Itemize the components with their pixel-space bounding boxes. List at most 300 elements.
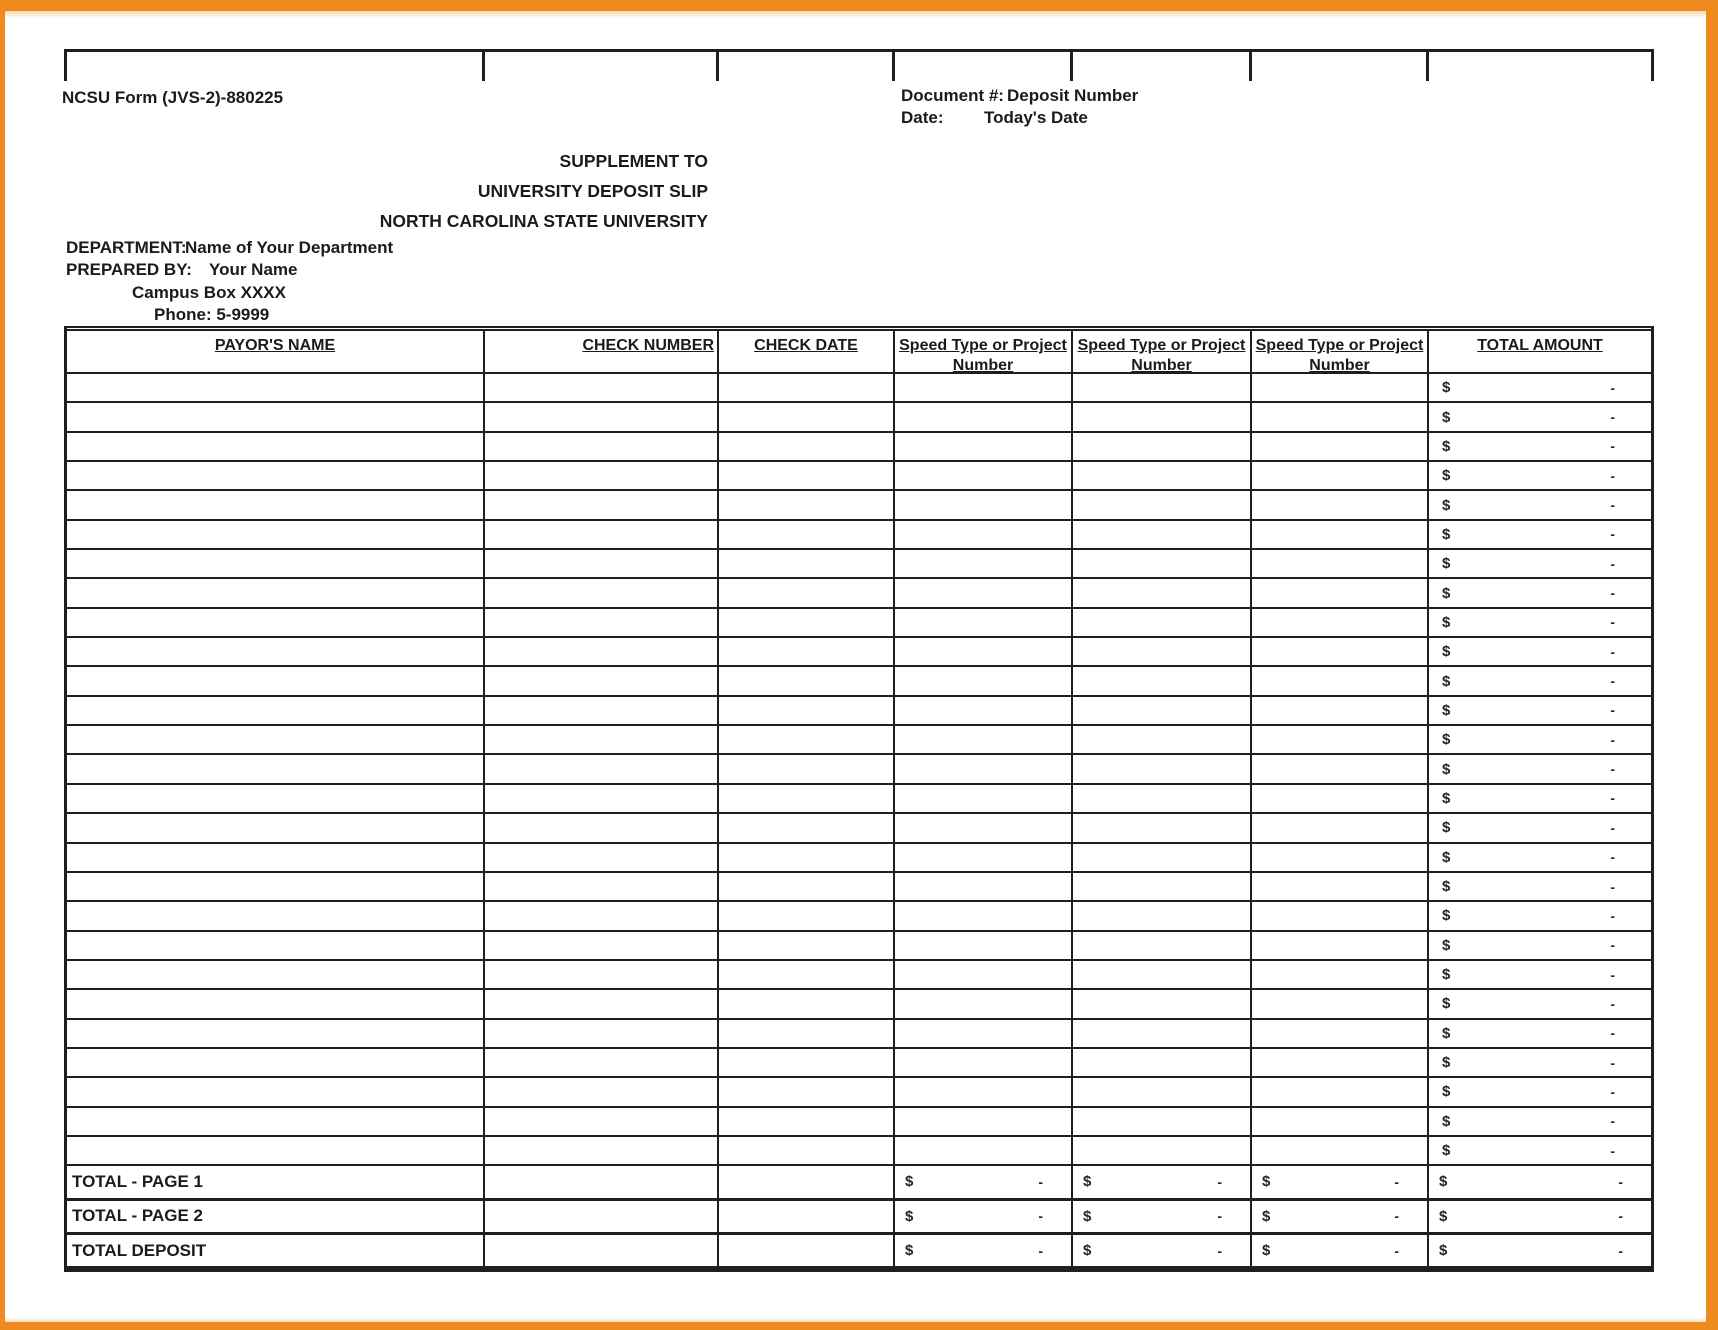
check-number-cell[interactable] <box>485 755 719 782</box>
total-row-3 <box>67 1235 1651 1269</box>
check-date-cell[interactable] <box>719 1201 895 1232</box>
speed-type-3-cell[interactable] <box>1252 726 1429 753</box>
currency-symbol: $ <box>1442 584 1451 602</box>
check-number-cell[interactable] <box>485 1235 719 1266</box>
amount-cell[interactable] <box>1073 1166 1252 1197</box>
amount-cell[interactable] <box>1429 609 1651 636</box>
check-number-cell[interactable] <box>485 844 719 871</box>
speed-type-3-cell[interactable] <box>1252 1049 1429 1076</box>
date-label: Date: <box>901 108 944 127</box>
speed-type-3-cell[interactable] <box>1252 814 1429 841</box>
speed-type-2-cell[interactable] <box>1073 638 1252 665</box>
currency-symbol: $ <box>1442 379 1451 397</box>
payor-name-cell[interactable] <box>67 1049 485 1076</box>
amount-cell[interactable] <box>1429 814 1651 841</box>
speed-type-1-cell[interactable] <box>895 1137 1073 1164</box>
check-number-cell[interactable] <box>485 1078 719 1105</box>
title-deposit-slip: UNIVERSITY DEPOSIT SLIP <box>477 181 708 201</box>
check-date-cell[interactable] <box>719 1049 895 1076</box>
table-data-rows <box>67 374 1651 1166</box>
table-row <box>67 491 1651 520</box>
speed-type-3-cell[interactable] <box>1252 521 1429 548</box>
speed-type-2-cell[interactable] <box>1073 726 1252 753</box>
speed-type-1-cell[interactable] <box>895 433 1073 460</box>
speed-type-1-cell[interactable] <box>895 961 1073 988</box>
check-number-cell[interactable] <box>485 667 719 694</box>
currency-symbol: $ <box>1083 1242 1092 1260</box>
payor-name-cell[interactable] <box>67 667 485 694</box>
column-header-label: Speed Type or Project <box>1255 337 1424 354</box>
total-row-label: TOTAL - PAGE 2 <box>67 1201 485 1232</box>
column-header-label-line2: Number <box>1309 357 1370 374</box>
speed-type-1-cell[interactable] <box>895 932 1073 959</box>
table-row <box>67 638 1651 667</box>
check-number-cell[interactable] <box>485 1108 719 1135</box>
check-number-cell[interactable] <box>485 579 719 606</box>
title-university: NORTH CAROLINA STATE UNIVERSITY <box>379 211 708 231</box>
check-number-cell[interactable] <box>485 697 719 724</box>
speed-type-1-cell[interactable] <box>895 462 1073 489</box>
speed-type-1-cell[interactable] <box>895 491 1073 518</box>
amount-placeholder: - <box>1610 1054 1615 1071</box>
check-number-cell[interactable] <box>485 521 719 548</box>
department-label: DEPARTMENT: <box>66 238 187 257</box>
table-row <box>67 990 1651 1019</box>
speed-type-1-cell[interactable] <box>895 902 1073 929</box>
speed-type-3-cell[interactable] <box>1252 638 1429 665</box>
currency-symbol: $ <box>1442 672 1451 690</box>
currency-symbol: $ <box>1442 760 1451 778</box>
payor-name-cell[interactable] <box>67 1078 485 1105</box>
currency-symbol: $ <box>1442 1024 1451 1042</box>
currency-symbol: $ <box>1442 1083 1451 1101</box>
amount-cell[interactable] <box>1429 990 1651 1017</box>
check-date-cell[interactable] <box>719 403 895 430</box>
speed-type-2-cell[interactable] <box>1073 990 1252 1017</box>
check-number-cell[interactable] <box>485 785 719 812</box>
currency-symbol: $ <box>1083 1173 1092 1191</box>
currency-symbol: $ <box>905 1207 914 1225</box>
payor-name-cell[interactable] <box>67 873 485 900</box>
speed-type-2-cell[interactable] <box>1073 814 1252 841</box>
amount-cell[interactable] <box>895 1235 1073 1266</box>
speed-type-3-cell[interactable] <box>1252 433 1429 460</box>
amount-placeholder: - <box>1618 1242 1623 1259</box>
amount-placeholder: - <box>1610 467 1615 484</box>
column-header-speed-type-1 <box>895 331 1073 372</box>
speed-type-1-cell[interactable] <box>895 1108 1073 1135</box>
speed-type-3-cell[interactable] <box>1252 1020 1429 1047</box>
column-header-label: Speed Type or Project <box>899 337 1067 354</box>
speed-type-1-cell[interactable] <box>895 990 1073 1017</box>
check-date-cell[interactable] <box>719 667 895 694</box>
payor-name-cell[interactable] <box>67 755 485 782</box>
column-header-label: CHECK NUMBER <box>582 337 714 354</box>
check-number-cell[interactable] <box>485 1201 719 1232</box>
payor-name-cell[interactable] <box>67 990 485 1017</box>
check-date-cell[interactable] <box>719 785 895 812</box>
amount-cell[interactable] <box>1429 433 1651 460</box>
table-row <box>67 755 1651 784</box>
payor-name-cell[interactable] <box>67 609 485 636</box>
speed-type-3-cell[interactable] <box>1252 403 1429 430</box>
check-date-cell[interactable] <box>719 1078 895 1105</box>
table-total-rows <box>67 1166 1651 1269</box>
amount-cell[interactable] <box>1429 1166 1651 1197</box>
amount-cell[interactable] <box>1429 521 1651 548</box>
table-row <box>67 579 1651 608</box>
speed-type-2-cell[interactable] <box>1073 1108 1252 1135</box>
amount-cell[interactable] <box>1429 697 1651 724</box>
check-date-cell[interactable] <box>719 1235 895 1266</box>
check-number-cell[interactable] <box>485 1137 719 1164</box>
speed-type-2-cell[interactable] <box>1073 403 1252 430</box>
currency-symbol: $ <box>1442 555 1451 573</box>
check-number-cell[interactable] <box>485 609 719 636</box>
amount-placeholder: - <box>1217 1208 1222 1225</box>
currency-symbol: $ <box>1262 1207 1271 1225</box>
speed-type-3-cell[interactable] <box>1252 550 1429 577</box>
currency-symbol: $ <box>1262 1242 1271 1260</box>
check-number-cell[interactable] <box>485 990 719 1017</box>
payor-name-cell[interactable] <box>67 403 485 430</box>
check-number-cell[interactable] <box>485 726 719 753</box>
speed-type-3-cell[interactable] <box>1252 491 1429 518</box>
check-number-cell[interactable] <box>485 403 719 430</box>
speed-type-1-cell[interactable] <box>895 579 1073 606</box>
payor-name-cell[interactable] <box>67 374 485 401</box>
campus-box: Campus Box XXXX <box>132 283 286 302</box>
speed-type-1-cell[interactable] <box>895 667 1073 694</box>
check-date-cell[interactable] <box>719 550 895 577</box>
currency-symbol: $ <box>1083 1207 1092 1225</box>
check-number-cell[interactable] <box>485 491 719 518</box>
payor-name-cell[interactable] <box>67 785 485 812</box>
speed-type-2-cell[interactable] <box>1073 697 1252 724</box>
amount-cell[interactable] <box>1429 755 1651 782</box>
speed-type-1-cell[interactable] <box>895 844 1073 871</box>
amount-placeholder: - <box>1610 878 1615 895</box>
amount-placeholder: - <box>1610 497 1615 514</box>
check-date-cell[interactable] <box>719 638 895 665</box>
currency-symbol: $ <box>1442 936 1451 954</box>
table-row <box>67 609 1651 638</box>
speed-type-2-cell[interactable] <box>1073 844 1252 871</box>
speed-type-2-cell[interactable] <box>1073 491 1252 518</box>
speed-type-1-cell[interactable] <box>895 403 1073 430</box>
speed-type-1-cell[interactable] <box>895 814 1073 841</box>
speed-type-3-cell[interactable] <box>1252 1137 1429 1164</box>
amount-cell[interactable] <box>1429 579 1651 606</box>
speed-type-3-cell[interactable] <box>1252 667 1429 694</box>
ruler-tick <box>64 49 67 81</box>
amount-cell[interactable] <box>1429 1049 1651 1076</box>
speed-type-3-cell[interactable] <box>1252 785 1429 812</box>
speed-type-3-cell[interactable] <box>1252 902 1429 929</box>
speed-type-2-cell[interactable] <box>1073 785 1252 812</box>
speed-type-1-cell[interactable] <box>895 550 1073 577</box>
speed-type-1-cell[interactable] <box>895 374 1073 401</box>
amount-cell[interactable] <box>1429 638 1651 665</box>
check-date-cell[interactable] <box>719 932 895 959</box>
currency-symbol: $ <box>1442 1112 1451 1130</box>
amount-placeholder: - <box>1610 1113 1615 1130</box>
amount-cell[interactable] <box>1429 961 1651 988</box>
payor-name-cell[interactable] <box>67 491 485 518</box>
speed-type-2-cell[interactable] <box>1073 1049 1252 1076</box>
currency-symbol: $ <box>1442 878 1451 896</box>
amount-cell[interactable] <box>1252 1235 1429 1266</box>
amount-placeholder: - <box>1610 819 1615 836</box>
date-value[interactable]: Today's Date <box>984 108 1088 127</box>
amount-cell[interactable] <box>1429 844 1651 871</box>
amount-placeholder: - <box>1610 526 1615 543</box>
table-row <box>67 961 1651 990</box>
document-number-value[interactable]: Deposit Number <box>1007 86 1139 105</box>
amount-placeholder: - <box>1394 1173 1399 1190</box>
amount-cell[interactable] <box>1429 374 1651 401</box>
total-row-label: TOTAL - PAGE 1 <box>67 1166 485 1197</box>
payor-name-cell[interactable] <box>67 433 485 460</box>
payor-name-cell[interactable] <box>67 961 485 988</box>
table-row <box>67 462 1651 491</box>
speed-type-2-cell[interactable] <box>1073 1020 1252 1047</box>
column-header-check-number <box>485 331 719 372</box>
check-number-cell[interactable] <box>485 638 719 665</box>
speed-type-1-cell[interactable] <box>895 638 1073 665</box>
speed-type-3-cell[interactable] <box>1252 961 1429 988</box>
table-row <box>67 902 1651 931</box>
payor-name-cell[interactable] <box>67 814 485 841</box>
check-date-cell[interactable] <box>719 521 895 548</box>
amount-placeholder: - <box>1618 1208 1623 1225</box>
speed-type-3-cell[interactable] <box>1252 873 1429 900</box>
check-date-cell[interactable] <box>719 990 895 1017</box>
speed-type-3-cell[interactable] <box>1252 579 1429 606</box>
check-number-cell[interactable] <box>485 873 719 900</box>
amount-cell[interactable] <box>1252 1166 1429 1197</box>
speed-type-1-cell[interactable] <box>895 609 1073 636</box>
payor-name-cell[interactable] <box>67 844 485 871</box>
speed-type-2-cell[interactable] <box>1073 1078 1252 1105</box>
table-row <box>67 1020 1651 1049</box>
speed-type-2-cell[interactable] <box>1073 873 1252 900</box>
amount-cell[interactable] <box>1429 873 1651 900</box>
payor-name-cell[interactable] <box>67 1020 485 1047</box>
prepared-by-value[interactable]: Your Name <box>209 260 298 279</box>
currency-symbol: $ <box>905 1242 914 1260</box>
amount-cell[interactable] <box>1429 462 1651 489</box>
check-date-cell[interactable] <box>719 1020 895 1047</box>
table-row <box>67 1137 1651 1166</box>
speed-type-3-cell[interactable] <box>1252 932 1429 959</box>
ruler-tick <box>716 49 719 81</box>
check-number-cell[interactable] <box>485 433 719 460</box>
check-date-cell[interactable] <box>719 697 895 724</box>
check-date-cell[interactable] <box>719 902 895 929</box>
table-row <box>67 873 1651 902</box>
speed-type-3-cell[interactable] <box>1252 1078 1429 1105</box>
amount-cell[interactable] <box>1429 932 1651 959</box>
ruler-tick <box>892 49 895 81</box>
speed-type-1-cell[interactable] <box>895 755 1073 782</box>
amount-cell[interactable] <box>1429 403 1651 430</box>
payor-name-cell[interactable] <box>67 932 485 959</box>
speed-type-3-cell[interactable] <box>1252 374 1429 401</box>
column-header-label: TOTAL AMOUNT <box>1477 337 1603 354</box>
check-number-cell[interactable] <box>485 550 719 577</box>
amount-cell[interactable] <box>1429 1078 1651 1105</box>
check-date-cell[interactable] <box>719 726 895 753</box>
payor-name-cell[interactable] <box>67 550 485 577</box>
speed-type-1-cell[interactable] <box>895 1078 1073 1105</box>
speed-type-2-cell[interactable] <box>1073 462 1252 489</box>
document-number-label: Document #: <box>901 86 1004 105</box>
speed-type-3-cell[interactable] <box>1252 755 1429 782</box>
table-row <box>67 932 1651 961</box>
payor-name-cell[interactable] <box>67 579 485 606</box>
column-header-total-amount <box>1429 331 1651 372</box>
speed-type-2-cell[interactable] <box>1073 667 1252 694</box>
payor-name-cell[interactable] <box>67 1137 485 1164</box>
check-date-cell[interactable] <box>719 755 895 782</box>
amount-placeholder: - <box>1610 907 1615 924</box>
table-header-row <box>67 326 1651 374</box>
amount-cell[interactable] <box>1429 667 1651 694</box>
check-number-cell[interactable] <box>485 902 719 929</box>
amount-placeholder: - <box>1394 1242 1399 1259</box>
speed-type-1-cell[interactable] <box>895 726 1073 753</box>
payor-name-cell[interactable] <box>67 902 485 929</box>
check-date-cell[interactable] <box>719 609 895 636</box>
check-date-cell[interactable] <box>719 491 895 518</box>
speed-type-2-cell[interactable] <box>1073 579 1252 606</box>
check-date-cell[interactable] <box>719 1166 895 1197</box>
payor-name-cell[interactable] <box>67 1108 485 1135</box>
check-number-cell[interactable] <box>485 1020 719 1047</box>
speed-type-1-cell[interactable] <box>895 785 1073 812</box>
check-date-cell[interactable] <box>719 579 895 606</box>
check-number-cell[interactable] <box>485 932 719 959</box>
check-date-cell[interactable] <box>719 873 895 900</box>
check-number-cell[interactable] <box>485 1049 719 1076</box>
check-date-cell[interactable] <box>719 462 895 489</box>
amount-cell[interactable] <box>1429 1108 1651 1135</box>
amount-placeholder: - <box>1610 790 1615 807</box>
amount-cell[interactable] <box>1429 491 1651 518</box>
speed-type-3-cell[interactable] <box>1252 990 1429 1017</box>
ruler-tick <box>1651 49 1654 81</box>
speed-type-2-cell[interactable] <box>1073 961 1252 988</box>
form-number: NCSU Form (JVS-2)-880225 <box>62 88 284 107</box>
amount-cell[interactable] <box>895 1166 1073 1197</box>
amount-placeholder: - <box>1217 1242 1222 1259</box>
column-header-label-line2: Number <box>952 357 1014 374</box>
amount-placeholder: - <box>1610 409 1615 426</box>
speed-type-1-cell[interactable] <box>895 697 1073 724</box>
speed-type-3-cell[interactable] <box>1252 697 1429 724</box>
ruler-tick <box>1070 49 1073 81</box>
amount-cell[interactable] <box>1429 1137 1651 1164</box>
amount-cell[interactable] <box>1252 1201 1429 1232</box>
speed-type-3-cell[interactable] <box>1252 462 1429 489</box>
check-number-cell[interactable] <box>485 1166 719 1197</box>
speed-type-2-cell[interactable] <box>1073 755 1252 782</box>
payor-name-cell[interactable] <box>67 697 485 724</box>
currency-symbol: $ <box>1262 1173 1271 1191</box>
speed-type-2-cell[interactable] <box>1073 932 1252 959</box>
amount-cell[interactable] <box>1429 1235 1651 1266</box>
check-date-cell[interactable] <box>719 814 895 841</box>
amount-cell[interactable] <box>1429 1020 1651 1047</box>
check-number-cell[interactable] <box>485 462 719 489</box>
payor-name-cell[interactable] <box>67 521 485 548</box>
amount-cell[interactable] <box>895 1201 1073 1232</box>
speed-type-1-cell[interactable] <box>895 873 1073 900</box>
speed-type-3-cell[interactable] <box>1252 844 1429 871</box>
currency-symbol: $ <box>1439 1242 1448 1260</box>
amount-cell[interactable] <box>1429 902 1651 929</box>
currency-symbol: $ <box>1442 701 1451 719</box>
amount-cell[interactable] <box>1429 726 1651 753</box>
speed-type-1-cell[interactable] <box>895 1049 1073 1076</box>
check-number-cell[interactable] <box>485 961 719 988</box>
department-value[interactable]: Name of Your Department <box>185 238 394 257</box>
currency-symbol: $ <box>1442 1054 1451 1072</box>
speed-type-1-cell[interactable] <box>895 1020 1073 1047</box>
amount-placeholder: - <box>1038 1242 1043 1259</box>
speed-type-2-cell[interactable] <box>1073 433 1252 460</box>
amount-cell[interactable] <box>1429 1201 1651 1232</box>
check-number-cell[interactable] <box>485 374 719 401</box>
amount-placeholder: - <box>1217 1173 1222 1190</box>
amount-cell[interactable] <box>1429 550 1651 577</box>
amount-placeholder: - <box>1038 1173 1043 1190</box>
check-date-cell[interactable] <box>719 844 895 871</box>
speed-type-2-cell[interactable] <box>1073 902 1252 929</box>
check-date-cell[interactable] <box>719 1137 895 1164</box>
column-header-speed-type-2 <box>1073 331 1252 372</box>
speed-type-3-cell[interactable] <box>1252 609 1429 636</box>
amount-placeholder: - <box>1610 643 1615 660</box>
check-date-cell[interactable] <box>719 1108 895 1135</box>
total-row-1 <box>67 1166 1651 1200</box>
amount-placeholder: - <box>1610 614 1615 631</box>
check-date-cell[interactable] <box>719 374 895 401</box>
speed-type-2-cell[interactable] <box>1073 609 1252 636</box>
amount-cell[interactable] <box>1073 1201 1252 1232</box>
table-row <box>67 844 1651 873</box>
currency-symbol: $ <box>1442 643 1451 661</box>
check-date-cell[interactable] <box>719 433 895 460</box>
total-row-label: TOTAL DEPOSIT <box>67 1235 485 1266</box>
payor-name-cell[interactable] <box>67 726 485 753</box>
amount-placeholder: - <box>1610 1142 1615 1159</box>
payor-name-cell[interactable] <box>67 638 485 665</box>
payor-name-cell[interactable] <box>67 462 485 489</box>
speed-type-2-cell[interactable] <box>1073 521 1252 548</box>
speed-type-3-cell[interactable] <box>1252 1108 1429 1135</box>
speed-type-2-cell[interactable] <box>1073 550 1252 577</box>
frame-border-top <box>0 0 1718 11</box>
speed-type-2-cell[interactable] <box>1073 1137 1252 1164</box>
amount-cell[interactable] <box>1429 785 1651 812</box>
speed-type-1-cell[interactable] <box>895 521 1073 548</box>
check-date-cell[interactable] <box>719 961 895 988</box>
check-number-cell[interactable] <box>485 814 719 841</box>
amount-cell[interactable] <box>1073 1235 1252 1266</box>
speed-type-2-cell[interactable] <box>1073 374 1252 401</box>
